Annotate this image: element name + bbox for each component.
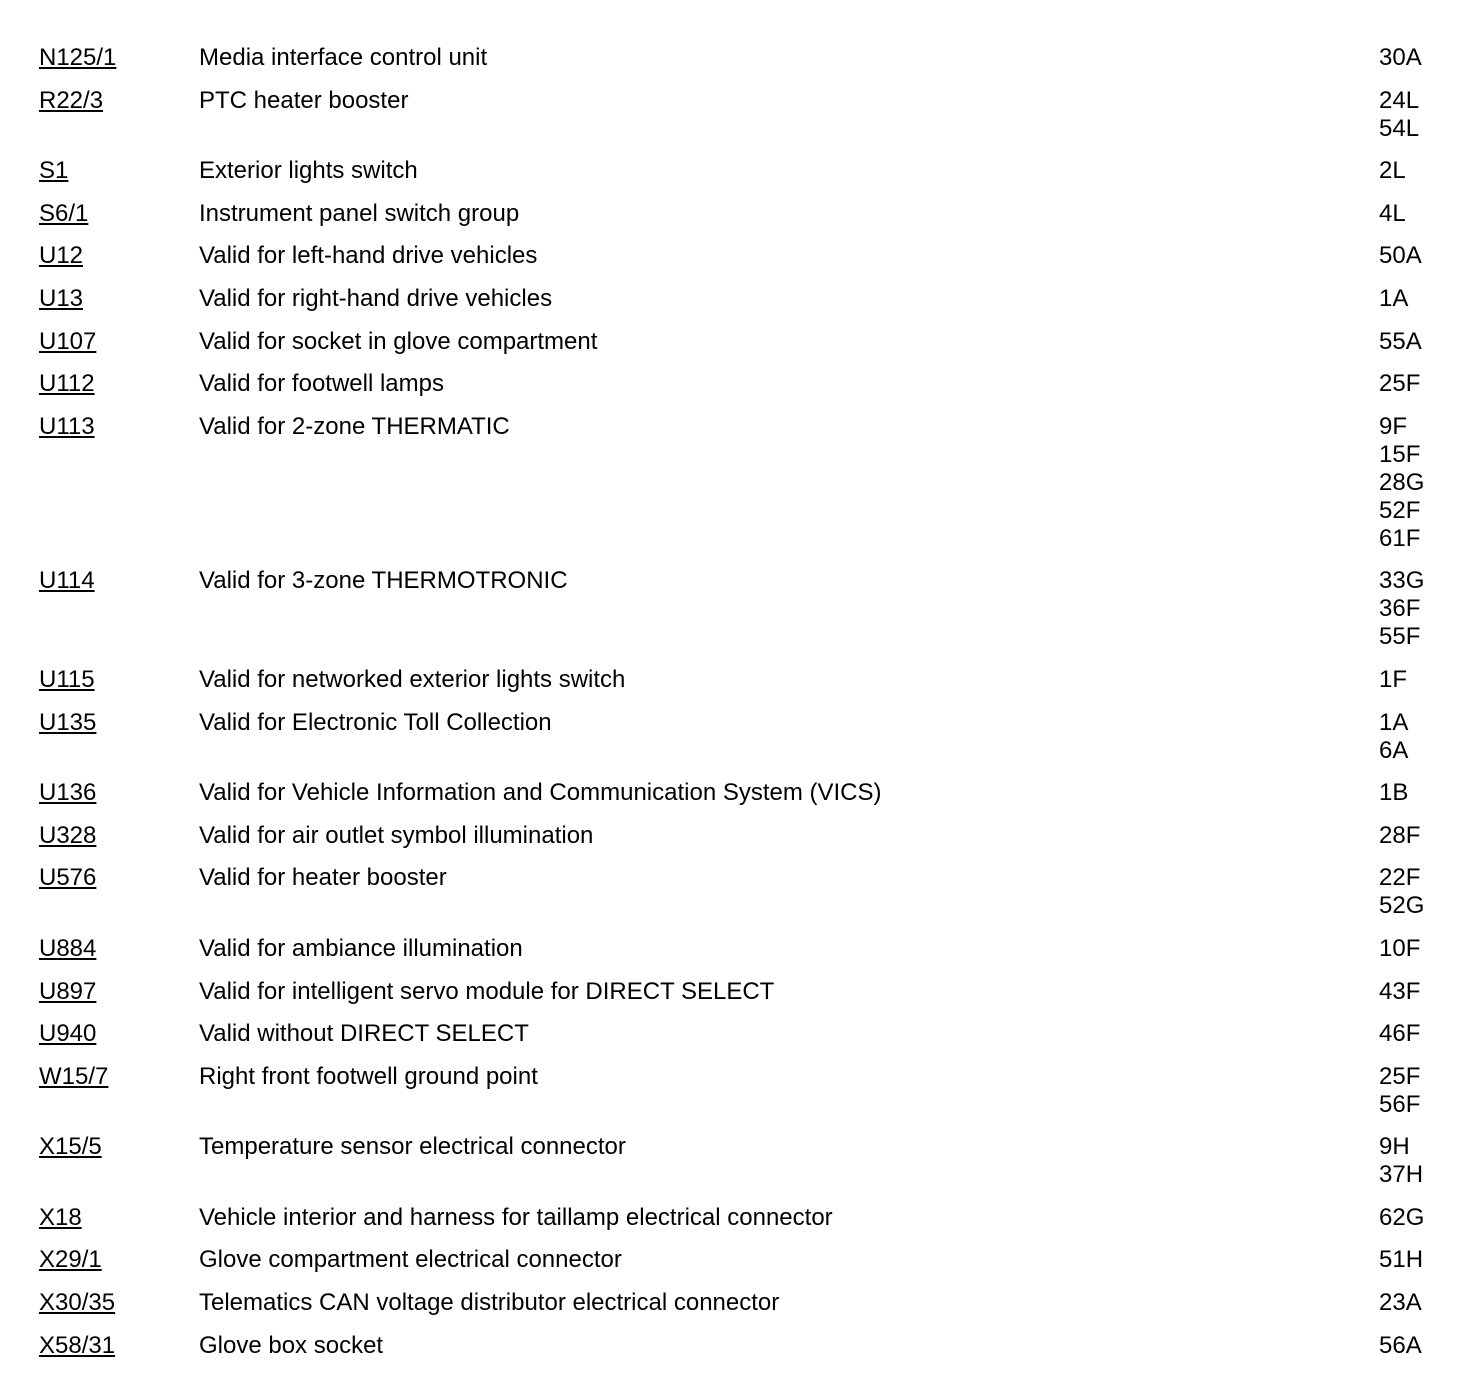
grid-locations [1379, 413, 1439, 553]
component-description: Instrument panel switch group [199, 199, 520, 227]
component-code-link[interactable]: U576 [39, 864, 97, 892]
grid-locations [1379, 978, 1439, 1006]
grid-location: 1A [1379, 284, 1409, 312]
grid-locations [1379, 157, 1439, 185]
legend-row [39, 328, 1439, 356]
component-code-cell [39, 864, 199, 892]
grid-location: 22F [1379, 864, 1421, 892]
component-description: Right front footwell ground point [199, 1062, 538, 1090]
grid-location: 15F [1379, 440, 1421, 468]
component-code-cell [39, 1332, 199, 1360]
grid-location: 9F [1379, 412, 1408, 440]
grid-locations [1379, 822, 1439, 850]
component-legend-table [39, 44, 1439, 1374]
component-code-link[interactable]: N125/1 [39, 44, 117, 71]
component-code-link[interactable]: X15/5 [39, 1133, 102, 1161]
component-code-cell [39, 779, 199, 807]
legend-row [39, 1246, 1439, 1274]
grid-locations [1379, 1246, 1439, 1274]
grid-location: 43F [1379, 977, 1421, 1005]
component-description: Valid for ambiance illumination [199, 934, 523, 962]
component-description: Temperature sensor electrical connector [199, 1133, 626, 1161]
legend-row [39, 779, 1439, 807]
legend-row [39, 822, 1439, 850]
grid-locations [1379, 87, 1439, 143]
grid-locations [1379, 242, 1439, 270]
component-code-cell [39, 709, 199, 737]
grid-locations [1379, 1063, 1439, 1119]
grid-location: 9H [1379, 1133, 1410, 1161]
legend-row [39, 864, 1439, 920]
legend-row [39, 978, 1439, 1006]
component-description: Valid without DIRECT SELECT [199, 1020, 529, 1048]
component-code-cell [39, 1289, 199, 1317]
component-code-cell [39, 242, 199, 270]
grid-location: 6A [1379, 736, 1409, 764]
grid-locations [1379, 709, 1439, 765]
component-code-cell [39, 1020, 199, 1048]
component-code-link[interactable]: X29/1 [39, 1246, 102, 1274]
grid-location: 46F [1379, 1020, 1421, 1048]
grid-locations [1379, 1289, 1439, 1317]
grid-locations [1379, 1332, 1439, 1360]
grid-location: 24L [1379, 86, 1420, 114]
legend-row [39, 1133, 1439, 1189]
component-code-cell [39, 87, 199, 115]
component-code-link[interactable]: U107 [39, 327, 97, 355]
grid-location: 25F [1379, 370, 1421, 398]
grid-location: 36F [1379, 595, 1421, 623]
grid-location: 1F [1379, 665, 1408, 693]
grid-location: 55F [1379, 623, 1421, 651]
grid-locations [1379, 44, 1439, 72]
component-code-cell [39, 200, 199, 228]
grid-location: 28G [1379, 468, 1425, 496]
component-code-link[interactable]: U897 [39, 977, 97, 1005]
grid-location: 62G [1379, 1203, 1425, 1231]
component-code-cell [39, 1063, 199, 1091]
legend-row [39, 1204, 1439, 1232]
component-description: Glove compartment electrical connector [199, 1246, 622, 1274]
grid-location: 33G [1379, 567, 1425, 595]
legend-row [39, 935, 1439, 963]
legend-row [39, 200, 1439, 228]
component-code-link[interactable]: X18 [39, 1203, 82, 1231]
grid-location: 50A [1379, 242, 1422, 270]
legend-row [39, 413, 1439, 553]
component-code-link[interactable]: U12 [39, 242, 84, 270]
grid-locations [1379, 200, 1439, 228]
component-code-cell [39, 157, 199, 185]
legend-row [39, 285, 1439, 313]
legend-row [39, 666, 1439, 694]
component-code-link[interactable]: U114 [39, 567, 95, 595]
component-code-link[interactable]: U940 [39, 1020, 97, 1048]
component-code-link[interactable]: S6/1 [39, 199, 89, 227]
component-code-link[interactable]: U13 [39, 284, 84, 312]
grid-locations [1379, 1133, 1439, 1189]
component-code-link[interactable]: X58/31 [39, 1331, 116, 1359]
grid-location: 25F [1379, 1062, 1421, 1090]
component-description: Valid for footwell lamps [199, 370, 444, 398]
component-code-link[interactable]: U136 [39, 779, 97, 807]
component-description: Glove box socket [199, 1331, 384, 1359]
component-code-cell [39, 285, 199, 313]
component-code-link[interactable]: U112 [39, 370, 95, 398]
grid-locations [1379, 1020, 1439, 1048]
grid-location: 4L [1379, 199, 1406, 227]
component-code-cell [39, 935, 199, 963]
grid-locations [1379, 779, 1439, 807]
grid-locations [1379, 935, 1439, 963]
grid-location: 56A [1379, 1331, 1422, 1359]
component-description: Valid for intelligent servo module for DIRECT SELECT [199, 977, 775, 1005]
component-code-link[interactable]: S1 [39, 157, 69, 185]
grid-locations [1379, 328, 1439, 356]
grid-location: 28F [1379, 821, 1421, 849]
grid-locations [1379, 864, 1439, 920]
grid-locations [1379, 285, 1439, 313]
component-code-link[interactable]: U884 [39, 934, 97, 962]
legend-row [39, 1020, 1439, 1048]
component-code-cell [39, 370, 199, 398]
grid-location: 52F [1379, 496, 1421, 524]
legend-row [39, 709, 1439, 765]
component-description: Valid for 3-zone THERMOTRONIC [199, 567, 568, 595]
component-code-link[interactable]: U328 [39, 821, 97, 849]
grid-location: 37H [1379, 1161, 1424, 1189]
grid-location: 23A [1379, 1289, 1422, 1317]
component-code-link[interactable]: W15/7 [39, 1062, 109, 1090]
component-code-cell [39, 1246, 199, 1274]
component-code-link[interactable]: U115 [39, 665, 95, 693]
component-description: Valid for left-hand drive vehicles [199, 242, 538, 270]
grid-location: 52G [1379, 892, 1425, 920]
grid-location: 51H [1379, 1246, 1424, 1274]
grid-location: 54L [1379, 114, 1420, 142]
component-description: Valid for air outlet symbol illumination [199, 821, 594, 849]
component-code-cell [39, 978, 199, 1006]
component-description: Vehicle interior and harness for taillamp electrical connector [199, 1203, 833, 1231]
component-code-cell [39, 1133, 199, 1161]
component-code-link[interactable]: U135 [39, 708, 97, 736]
component-code-cell [39, 44, 199, 72]
legend-row [39, 1332, 1439, 1360]
legend-row [39, 242, 1439, 270]
grid-location: 55A [1379, 327, 1422, 355]
grid-location: 1A [1379, 708, 1409, 736]
component-code-cell [39, 567, 199, 595]
grid-locations [1379, 370, 1439, 398]
component-description: Exterior lights switch [199, 157, 418, 185]
grid-location: 61F [1379, 524, 1421, 552]
component-code-cell [39, 1204, 199, 1232]
legend-row [39, 87, 1439, 143]
component-description: Media interface control unit [199, 44, 488, 71]
component-code-cell [39, 328, 199, 356]
component-code-link[interactable]: U113 [39, 412, 95, 440]
grid-locations [1379, 1204, 1439, 1232]
component-description: Valid for 2-zone THERMATIC [199, 412, 510, 440]
legend-row [39, 44, 1439, 72]
component-code-link[interactable]: R22/3 [39, 86, 104, 114]
component-description: Valid for right-hand drive vehicles [199, 284, 553, 312]
grid-location: 30A [1379, 44, 1422, 71]
component-description: Valid for networked exterior lights switch [199, 665, 626, 693]
legend-row [39, 1289, 1439, 1317]
grid-location: 1B [1379, 779, 1409, 807]
legend-row [39, 1063, 1439, 1119]
grid-locations [1379, 666, 1439, 694]
grid-location: 2L [1379, 157, 1406, 185]
component-description: Valid for Vehicle Information and Communication System (VICS) [199, 779, 882, 807]
component-description: Valid for Electronic Toll Collection [199, 708, 552, 736]
component-description: Telematics CAN voltage distributor electrical connector [199, 1289, 780, 1317]
component-description: Valid for heater booster [199, 864, 447, 892]
component-description: PTC heater booster [199, 86, 409, 114]
component-code-cell [39, 413, 199, 441]
grid-location: 56F [1379, 1090, 1421, 1118]
grid-location: 10F [1379, 934, 1421, 962]
legend-row [39, 567, 1439, 651]
component-code-cell [39, 822, 199, 850]
component-code-link[interactable]: X30/35 [39, 1289, 116, 1317]
component-description: Valid for socket in glove compartment [199, 327, 598, 355]
component-code-cell [39, 666, 199, 694]
legend-row [39, 157, 1439, 185]
grid-locations [1379, 567, 1439, 651]
legend-row [39, 370, 1439, 398]
